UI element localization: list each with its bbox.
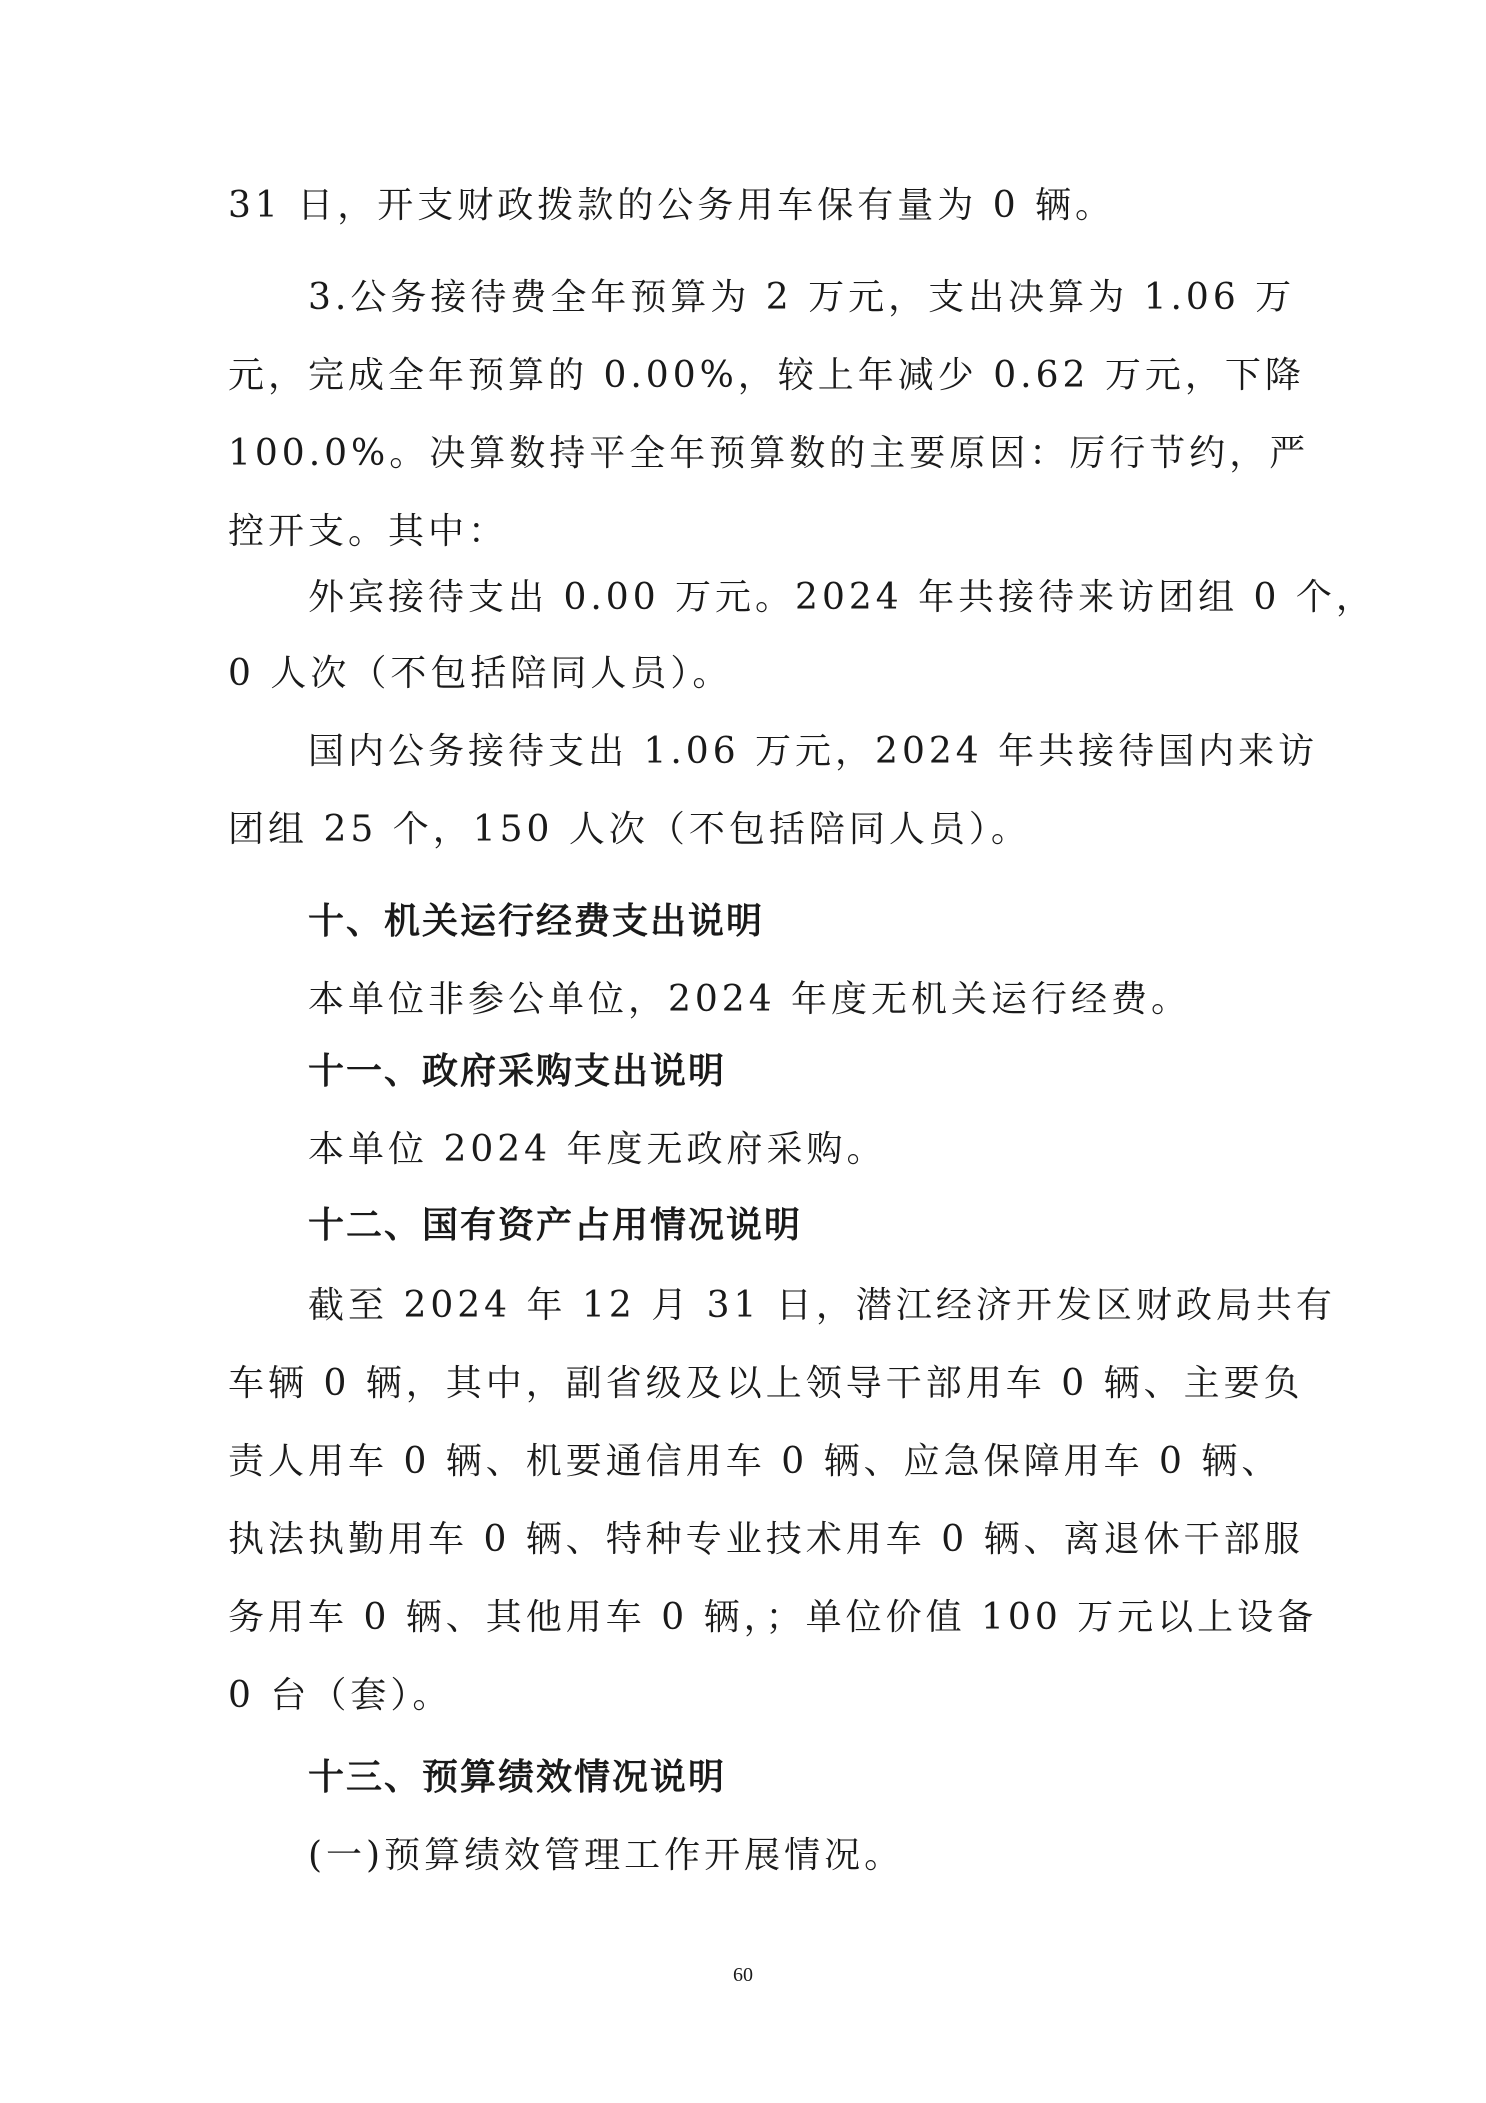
body-text-line: 本单位 2024 年度无政府采购。 — [308, 1129, 887, 1170]
body-text-line: 执法执勤用车 0 辆、特种专业技术用车 0 辆、离退休干部服 — [228, 1519, 1304, 1560]
section-heading: 十、机关运行经费支出说明 — [308, 901, 765, 942]
body-text-line: 车辆 0 辆，其中，副省级及以上领导干部用车 0 辆、主要负 — [228, 1363, 1304, 1404]
body-text-line: 0 台（套）。 — [228, 1675, 453, 1716]
body-text-line: 国内公务接待支出 1.06 万元，2024 年共接待国内来访 — [308, 731, 1319, 772]
body-text-line: 截至 2024 年 12 月 31 日，潜江经济开发区财政局共有 — [308, 1285, 1336, 1326]
subsection-heading: (一)预算绩效管理工作开展情况。 — [308, 1835, 905, 1876]
section-heading: 十三、预算绩效情况说明 — [308, 1757, 727, 1798]
section-heading: 十一、政府采购支出说明 — [308, 1051, 727, 1092]
page-number: 60 — [733, 1964, 753, 1986]
body-text-line: 务用车 0 辆、其他用车 0 辆，；单位价值 100 万元以上设备 — [228, 1597, 1318, 1638]
body-text-line: 团组 25 个，150 人次（不包括陪同人员）。 — [228, 809, 1031, 850]
body-text-line: 元，完成全年预算的 0.00%，较上年减少 0.62 万元，下降 — [228, 355, 1305, 396]
body-text-line: 本单位非参公单位，2024 年度无机关运行经费。 — [308, 979, 1192, 1020]
body-text-line: 0 人次（不包括陪同人员）。 — [228, 653, 733, 694]
body-text-line: 责人用车 0 辆、机要通信用车 0 辆、应急保障用车 0 辆、 — [228, 1441, 1282, 1482]
body-text-line: 3.公务接待费全年预算为 2 万元，支出决算为 1.06 万 — [308, 277, 1296, 318]
section-heading: 十二、国有资产占用情况说明 — [308, 1205, 803, 1246]
body-text-line: 外宾接待支出 0.00 万元。2024 年共接待来访团组 0 个， — [308, 577, 1376, 618]
body-text-line: 31 日，开支财政拨款的公务用车保有量为 0 辆。 — [228, 185, 1116, 226]
body-text-line: 100.0%。决算数持平全年预算数的主要原因：厉行节约，严 — [228, 433, 1310, 474]
body-text-line: 控开支。其中： — [228, 511, 509, 552]
